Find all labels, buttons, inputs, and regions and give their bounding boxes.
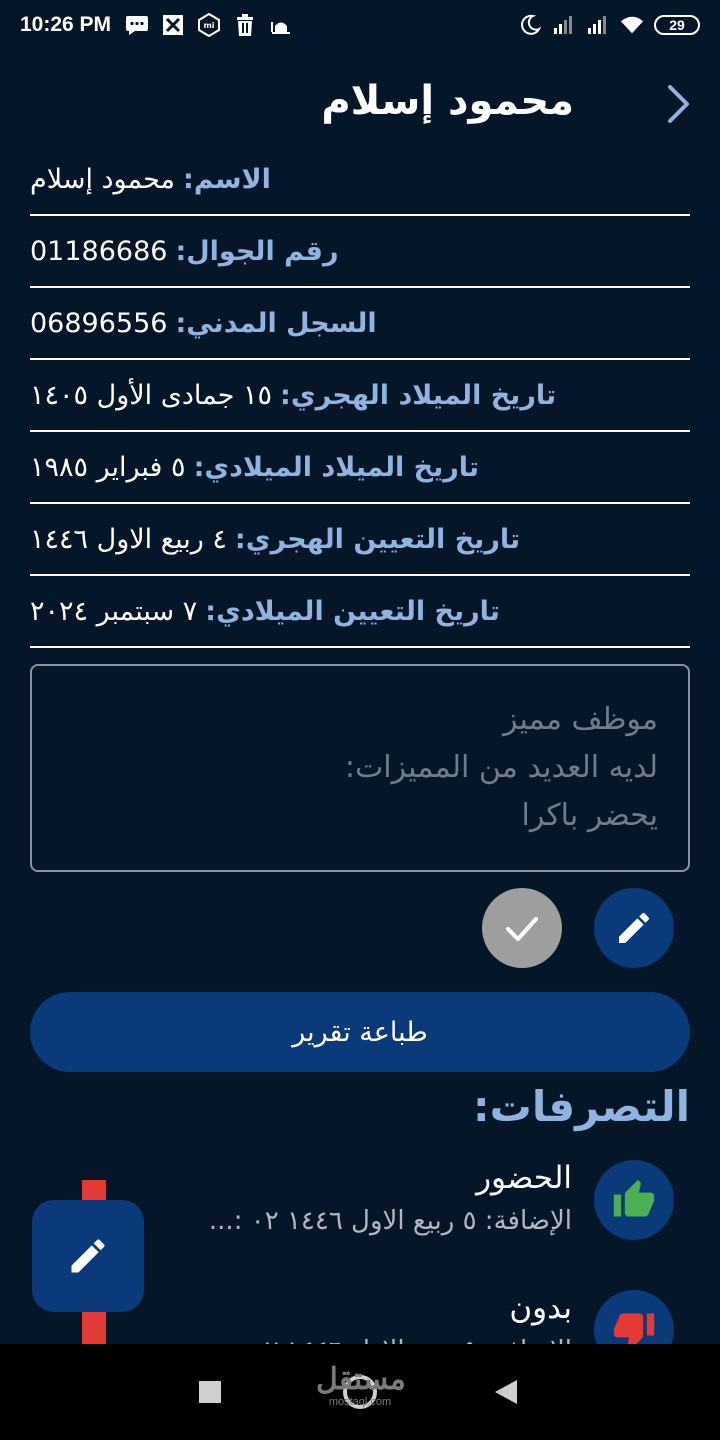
field-mobile [30, 216, 690, 288]
action-title: بدون [509, 1290, 572, 1326]
svg-text:mi: mi [203, 21, 215, 30]
back-nav-button[interactable] [486, 1372, 526, 1412]
thumbs-up-icon [612, 1178, 656, 1222]
wifi-icon [620, 14, 644, 36]
field-hire-gregorian [30, 576, 690, 648]
field-birth-gregorian [30, 432, 690, 504]
field-value: محمود إسلام [30, 163, 176, 195]
action-icon-badge [594, 1160, 674, 1240]
watermark-url: mostaql.com [328, 1396, 392, 1408]
field-value: ١٥ جمادى الأول ١٤٠٥ [30, 379, 273, 411]
chat-icon [125, 14, 149, 36]
notes-line: موظف مميز [502, 702, 658, 737]
square-icon [198, 1380, 222, 1404]
status-time: 10:26 PM [20, 13, 112, 36]
action-title: الحضور [476, 1160, 572, 1196]
recents-button[interactable] [190, 1372, 230, 1412]
notes-line: يحضر باكرا [521, 798, 658, 833]
field-label: السجل المدني: [175, 307, 377, 339]
signal-icon [586, 14, 610, 36]
mosque-icon [269, 14, 293, 36]
watermark-logo [316, 1364, 404, 1408]
field-value: ٥ فبراير ١٩٨٥ [30, 451, 186, 483]
floating-edit-button[interactable] [32, 1200, 144, 1312]
notes-line: لديه العديد من المميزات: [344, 750, 658, 785]
check-icon [502, 908, 542, 948]
field-label: الاسم: [183, 163, 271, 195]
field-label: تاريخ الميلاد الهجري: [280, 379, 557, 411]
pencil-icon [614, 908, 654, 948]
notification-icons [125, 14, 293, 36]
signal-icon [552, 14, 576, 36]
field-value: 06896556 [30, 307, 168, 339]
watermark-text: مستقل [316, 1363, 406, 1396]
header [0, 72, 720, 140]
field-name [30, 144, 690, 216]
field-label: تاريخ التعيين الميلادي: [205, 595, 500, 627]
triangle-back-icon [493, 1378, 519, 1406]
field-birth-hijri [30, 360, 690, 432]
field-value: ٤ ربيع الاول ١٤٤٦ [30, 523, 227, 555]
field-label: تاريخ التعيين الهجري: [234, 523, 521, 555]
back-button[interactable] [656, 82, 700, 126]
print-report-button[interactable]: طباعة تقرير [30, 992, 690, 1072]
field-label: تاريخ الميلاد الميلادي: [193, 451, 480, 483]
action-subtitle: الإضافة: ٥ ربيع الاول ١٤٤٦ ٠٢ :... [208, 1206, 572, 1236]
field-label: رقم الجوال: [175, 235, 339, 267]
confirm-button[interactable] [482, 888, 562, 968]
field-value: ٧ سبتمبر ٢٠٢٤ [30, 595, 198, 627]
actions-section-title: التصرفات: [472, 1082, 690, 1131]
battery-indicator: 29 [654, 15, 700, 35]
mi-icon [197, 14, 221, 36]
system-nav-bar [0, 1344, 720, 1440]
notes-textarea[interactable] [30, 664, 690, 872]
field-value: 01186686 [30, 235, 168, 267]
sim-icon [161, 14, 185, 36]
field-hire-hijri [30, 504, 690, 576]
system-icons [518, 14, 700, 36]
chevron-right-icon [664, 84, 692, 124]
pencil-icon [66, 1234, 110, 1278]
moon-icon [518, 14, 542, 36]
field-civil-id [30, 288, 690, 360]
status-bar [0, 0, 720, 50]
page-title: محمود إسلام [321, 78, 574, 124]
trash-icon [233, 14, 257, 36]
edit-notes-button[interactable] [594, 888, 674, 968]
